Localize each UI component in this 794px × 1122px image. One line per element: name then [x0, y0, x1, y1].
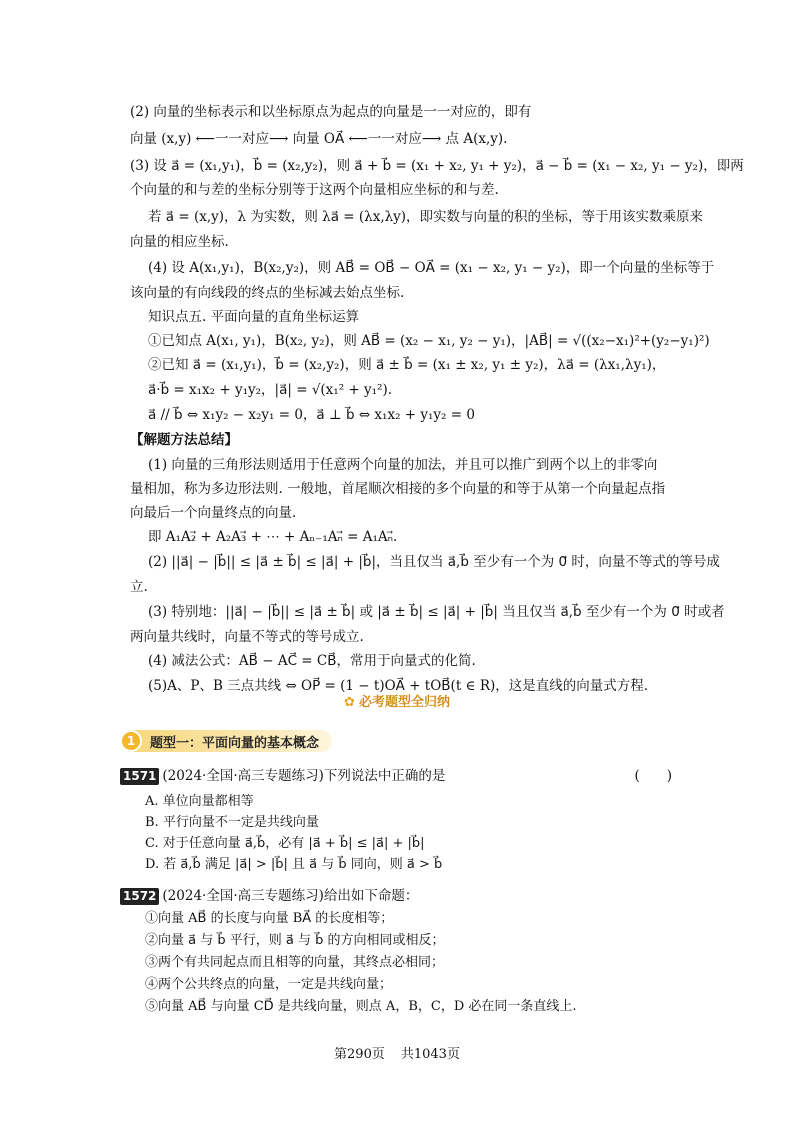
question-number: 1571	[120, 768, 159, 785]
type-title-text: 题型一：平面向量的基本概念	[150, 735, 320, 751]
text-line: 即 A₁A₂⃗ + A₂A₃⃗ + ⋯ + Aₙ₋₁Aₙ⃗ = A₁Aₙ⃗.	[148, 529, 398, 545]
proposition-4: ④两个公共终点的向量，一定是共线向量；	[145, 977, 393, 992]
text-line: 两向量共线时，向量不等式的等号成立.	[130, 629, 364, 645]
question-number: 1572	[120, 888, 159, 905]
text-line: ①已知点 A(x₁, y₁)，B(x₂, y₂)，则 AB⃗ = (x₂ − x₁, y₂ − y₁)，|AB⃗| = √((x₂−x₁)²+(y₂−y₁)²)	[148, 333, 710, 349]
star-icon: ✿	[344, 695, 355, 710]
text-line: (4) 设 A(x₁,y₁)，B(x₂,y₂)，则 AB⃗ = OB⃗ − OA⃗ = (x₁ − x₂, y₁ − y₂)，即一个向量的坐标等于	[148, 260, 715, 276]
question-stem-text: (2024·全国·高三专题练习)下列说法中正确的是	[162, 768, 446, 784]
total-pages: 共1043页	[400, 1047, 460, 1062]
text-line: 向最后一个向量终点的向量.	[130, 505, 297, 521]
type-number-badge: 1	[120, 730, 142, 752]
page-footer	[0, 1045, 794, 1065]
text-line: 量相加，称为多边形法则. 一般地，首尾顺次相接的多个向量的和等于从第一个向量起点指	[130, 481, 666, 497]
option-d: D. 若 a⃗,b⃗ 满足 |a⃗| > |b⃗| 且 a⃗ 与 b⃗ 同向，则 a⃗ > b⃗	[145, 857, 443, 872]
question-stem	[120, 884, 676, 908]
text-line: a⃗·b⃗ = x₁x₂ + y₁y₂，|a⃗| = √(x₁² + y₁²).	[148, 382, 393, 398]
section-heading: 知识点五. 平面向量的直角坐标运算	[148, 309, 360, 325]
page-number: 第290页	[334, 1047, 385, 1062]
text-line: (2) ||a⃗| − |b⃗|| ≤ |a⃗ ± b⃗| ≤ |a⃗| + |b⃗|，当且仅当 a⃗,b⃗ 至少有一个为 0⃗ 时，向量不等式的等号成	[148, 554, 720, 570]
proposition-1: ①向量 AB⃗ 的长度与向量 BA⃗ 的长度相等；	[145, 911, 394, 926]
text-line: 个向量的和与差的坐标分别等于这两个向量相应坐标的和与差.	[130, 182, 499, 198]
banner-text: 必考题型全归纳	[358, 695, 450, 710]
question-type-title	[120, 730, 332, 752]
text-line: 该向量的有向线段的终点的坐标减去始点坐标.	[130, 285, 405, 301]
text-line: (4) 减法公式：AB⃗ − AC⃗ = CB⃗，常用于向量式的化简.	[148, 653, 476, 669]
text-line: 若 a⃗ = (x,y)，λ 为实数，则 λa⃗ = (λx,λy)，即实数与向量的积的坐标，等于用该实数乘原来	[148, 209, 704, 225]
text-line: 向量的相应坐标.	[130, 234, 229, 250]
text-line: 立.	[130, 579, 148, 595]
answer-blank: ( )	[634, 768, 672, 784]
text-line: (5)A、P、B 三点共线 ⇔ OP⃗ = (1 − t)OA⃗ + tOB⃗(t ∈ R)，这是直线的向量式方程.	[148, 678, 649, 694]
text-line: 向量 (x,y) ⟵一一对应⟶ 向量 OA⃗ ⟵一一对应⟶ 点 A(x,y).	[130, 131, 508, 147]
question-stem-text: (2024·全国·高三专题练习)给出如下命题：	[162, 888, 419, 904]
banner	[0, 693, 794, 713]
proposition-5: ⑤向量 AB⃗ 与向量 CD⃗ 是共线向量，则点 A，B，C，D 必在同一条直线上.	[145, 999, 577, 1014]
option-c: C. 对于任意向量 a⃗,b⃗，必有 |a⃗ + b⃗| ≤ |a⃗| + |b⃗|	[145, 836, 425, 851]
text-line: (2) 向量的坐标表示和以坐标原点为起点的向量是一一对应的，即有	[130, 104, 532, 120]
text-line: (3) 特别地：||a⃗| − |b⃗|| ≤ |a⃗ ± b⃗| 或 |a⃗ ± b⃗| ≤ |a⃗| + |b⃗| 当且仅当 a⃗,b⃗ 至少有一个为 0⃗ 时或者	[148, 604, 725, 620]
text-line: (3) 设 a⃗ = (x₁,y₁)，b⃗ = (x₂,y₂)，则 a⃗ + b⃗ = (x₁ + x₂, y₁ + y₂)，a⃗ − b⃗ = (x₁ − x₂, y₁ − y₂)，即两	[130, 158, 744, 174]
proposition-3: ③两个有共同起点而且相等的向量，其终点必相同；	[145, 955, 445, 970]
section-heading: 【解题方法总结】	[130, 432, 238, 448]
option-a: A. 单位向量都相等	[145, 794, 254, 809]
option-b: B. 平行向量不一定是共线向量	[145, 815, 319, 830]
text-line: ②已知 a⃗ = (x₁,y₁)，b⃗ = (x₂,y₂)，则 a⃗ ± b⃗ = (x₁ ± x₂, y₁ ± y₂)，λa⃗ = (λx₁,λy₁)，	[148, 357, 666, 373]
text-line: (1) 向量的三角形法则适用于任意两个向量的加法，并且可以推广到两个以上的非零向	[148, 457, 658, 473]
question-stem	[120, 764, 676, 788]
proposition-2: ②向量 a⃗ 与 b⃗ 平行，则 a⃗ 与 b⃗ 的方向相同或相反；	[145, 933, 445, 948]
text-line: a⃗ // b⃗ ⇔ x₁y₂ − x₂y₁ = 0，a⃗ ⊥ b⃗ ⇔ x₁x₂ + y₁y₂ = 0	[148, 407, 475, 423]
